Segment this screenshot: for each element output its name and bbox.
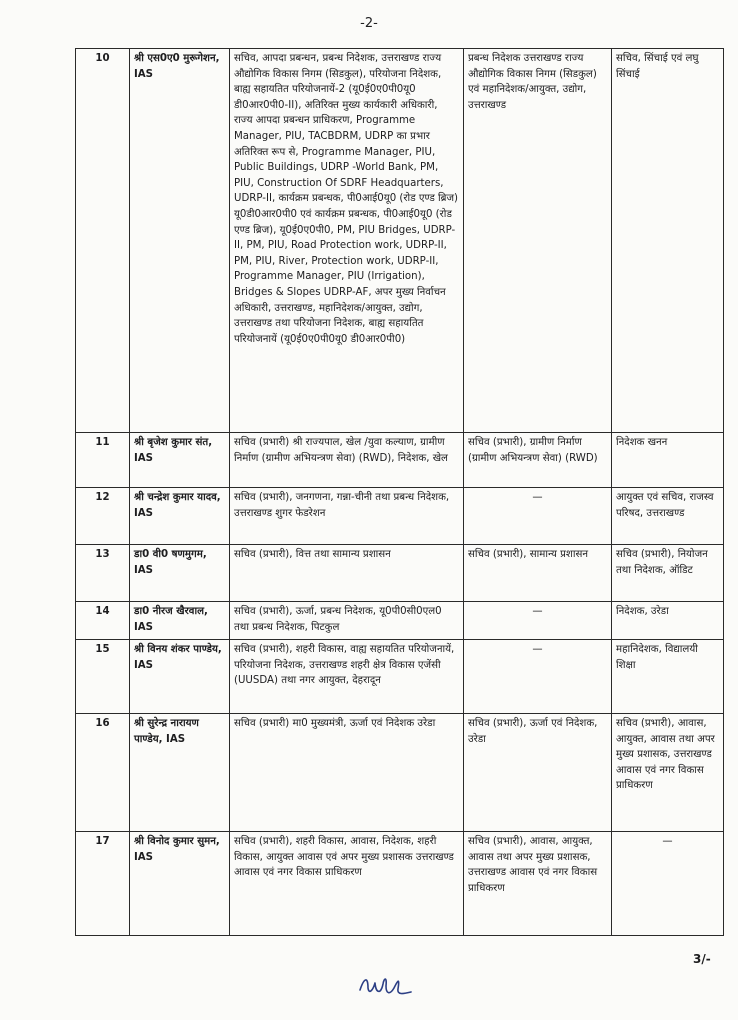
additional-charge: महानिदेशक, विद्यालयी शिक्षा [612, 640, 724, 714]
relieved-from: सचिव (प्रभारी), ऊर्जा एवं निदेशक, उरेडा [464, 714, 612, 832]
additional-charge: सचिव (प्रभारी), आवास, आयुक्त, आवास तथा अपर मुख्य प्रशासक, उत्तराखण्ड आवास एवं नगर विकास प्राधिकरण [612, 714, 724, 832]
row-number: 14 [76, 602, 130, 640]
row-number: 13 [76, 545, 130, 602]
row-number: 11 [76, 433, 130, 488]
table-row [76, 832, 724, 936]
table-row [76, 488, 724, 545]
signature [356, 968, 416, 1006]
relieved-from: सचिव (प्रभारी), सामान्य प्रशासन [464, 545, 612, 602]
additional-charge: निदेशक, उरेडा [612, 602, 724, 640]
table-row [76, 640, 724, 714]
additional-charge: — [612, 832, 724, 936]
row-number: 12 [76, 488, 130, 545]
officer-name: डा0 नीरज खैरवाल, IAS [130, 602, 230, 640]
current-posting: सचिव (प्रभारी), शहरी विकास, आवास, निदेशक, शहरी विकास, आयुक्त आवास एवं अपर मुख्य प्रशासक उत्तराखण्ड आवास एवं नगर विकास प्राधिकरण [230, 832, 464, 936]
relieved-from: — [464, 602, 612, 640]
officer-name: श्री बृजेश कुमार संत, IAS [130, 433, 230, 488]
relieved-from: प्रबन्ध निदेशक उत्तराखण्ड राज्य औद्योगिक विकास निगम (सिडकुल) एवं महानिदेशक/आयुक्त, उद्योग, उत्तराखण्ड [464, 49, 612, 433]
table-row [76, 433, 724, 488]
relieved-from: सचिव (प्रभारी), ग्रामीण निर्माण (ग्रामीण अभियन्त्रण सेवा) (RWD) [464, 433, 612, 488]
additional-charge: सचिव (प्रभारी), नियोजन तथा निदेशक, ऑडिट [612, 545, 724, 602]
officer-name: श्री चन्द्रेश कुमार यादव, IAS [130, 488, 230, 545]
additional-charge: आयुक्त एवं सचिव, राजस्व परिषद, उत्तराखण्ड [612, 488, 724, 545]
relieved-from: — [464, 488, 612, 545]
current-posting: सचिव (प्रभारी), शहरी विकास, वाह्य सहायतित परियोजनायें, परियोजना निदेशक, उत्तराखण्ड शहरी क्षेत्र विकास एजेंसी (UUSDA) तथा नगर आयुक्त, देहरादून [230, 640, 464, 714]
page-number: -2- [360, 16, 378, 31]
relieved-from: सचिव (प्रभारी), आवास, आयुक्त, आवास तथा अपर मुख्य प्रशासक, उत्तराखण्ड आवास एवं नगर विकास प्राधिकरण [464, 832, 612, 936]
transfer-table [75, 48, 724, 936]
current-posting: सचिव, आपदा प्रबन्धन, प्रबन्ध निदेशक, उत्तराखण्ड राज्य औद्योगिक विकास निगम (सिडकुल), परियोजना निदेशक, बाह्य सहायतित परियोजनायें-2 (यू0ई0ए0पी0यू0 डी0आर0पी0-II), अतिरिक्त मुख्य कार्यकारी अधिकारी, राज्य आपदा प्रबन्धन प्राधिकरण, Programme Manager, PIU, TACBDRM, UDRP का प्रभार अतिरिक्त रूप से, Programme Manager, PIU, Public Buildings, UDRP -World Bank, PM, PIU, Construction Of SDRF Headquarters, UDRP-II, कार्यक्रम प्रबन्धक, पी0आई0यू0 (रोड एण्ड ब्रिज) यू0डी0आर0पी0 एवं कार्यक्रम प्रबन्धक, पी0आई0यू0 (रोड एण्ड ब्रिज), यू0ई0ए0पी0, PM, PIU Bridges, UDRP-II, PM, PIU, Road Protection work, UDRP-II, PM, PIU, River, Protection work, UDRP-II, Programme Manager, PIU (Irrigation), Bridges & Slopes UDRP-AF, अपर मुख्य निर्वाचन अधिकारी, उत्तराखण्ड, महानिदेशक/आयुक्त, उद्योग, उत्तराखण्ड तथा परियोजना निदेशक, बाह्य सहायतित परियोजनायें (यू0ई0ए0पी0यू0 डी0आर0पी0) [230, 49, 464, 433]
officer-name: श्री सुरेन्द्र नारायण पाण्डेय, IAS [130, 714, 230, 832]
row-number: 10 [76, 49, 130, 433]
current-posting: सचिव (प्रभारी), ऊर्जा, प्रबन्ध निदेशक, यू0पी0सी0एल0 तथा प्रबन्ध निदेशक, पिटकुल [230, 602, 464, 640]
row-number: 15 [76, 640, 130, 714]
relieved-from: — [464, 640, 612, 714]
row-number: 17 [76, 832, 130, 936]
table-row [76, 714, 724, 832]
row-number: 16 [76, 714, 130, 832]
current-posting: सचिव (प्रभारी), जनगणना, गन्ना-चीनी तथा प्रबन्ध निदेशक, उत्तराखण्ड शुगर फेडरेशन [230, 488, 464, 545]
officer-name: श्री विनय शंकर पाण्डेय, IAS [130, 640, 230, 714]
current-posting: सचिव (प्रभारी) श्री राज्यपाल, खेल /युवा कल्याण, ग्रामीण निर्माण (ग्रामीण अभियन्त्रण सेवा) (RWD), निदेशक, खेल [230, 433, 464, 488]
table-row [76, 545, 724, 602]
additional-charge: निदेशक खनन [612, 433, 724, 488]
additional-charge: सचिव, सिंचाई एवं लघु सिंचाई [612, 49, 724, 433]
officer-name: श्री विनोद कुमार सुमन, IAS [130, 832, 230, 936]
officer-name: डा0 वी0 षणमुगम, IAS [130, 545, 230, 602]
continued-marker: 3/- [693, 952, 711, 966]
current-posting: सचिव (प्रभारी), वित्त तथा सामान्य प्रशासन [230, 545, 464, 602]
officer-name: श्री एस0ए0 मुरूगेशन, IAS [130, 49, 230, 433]
table-row [76, 49, 724, 433]
current-posting: सचिव (प्रभारी) मा0 मुख्यमंत्री, ऊर्जा एवं निदेशक उरेडा [230, 714, 464, 832]
table-row [76, 602, 724, 640]
